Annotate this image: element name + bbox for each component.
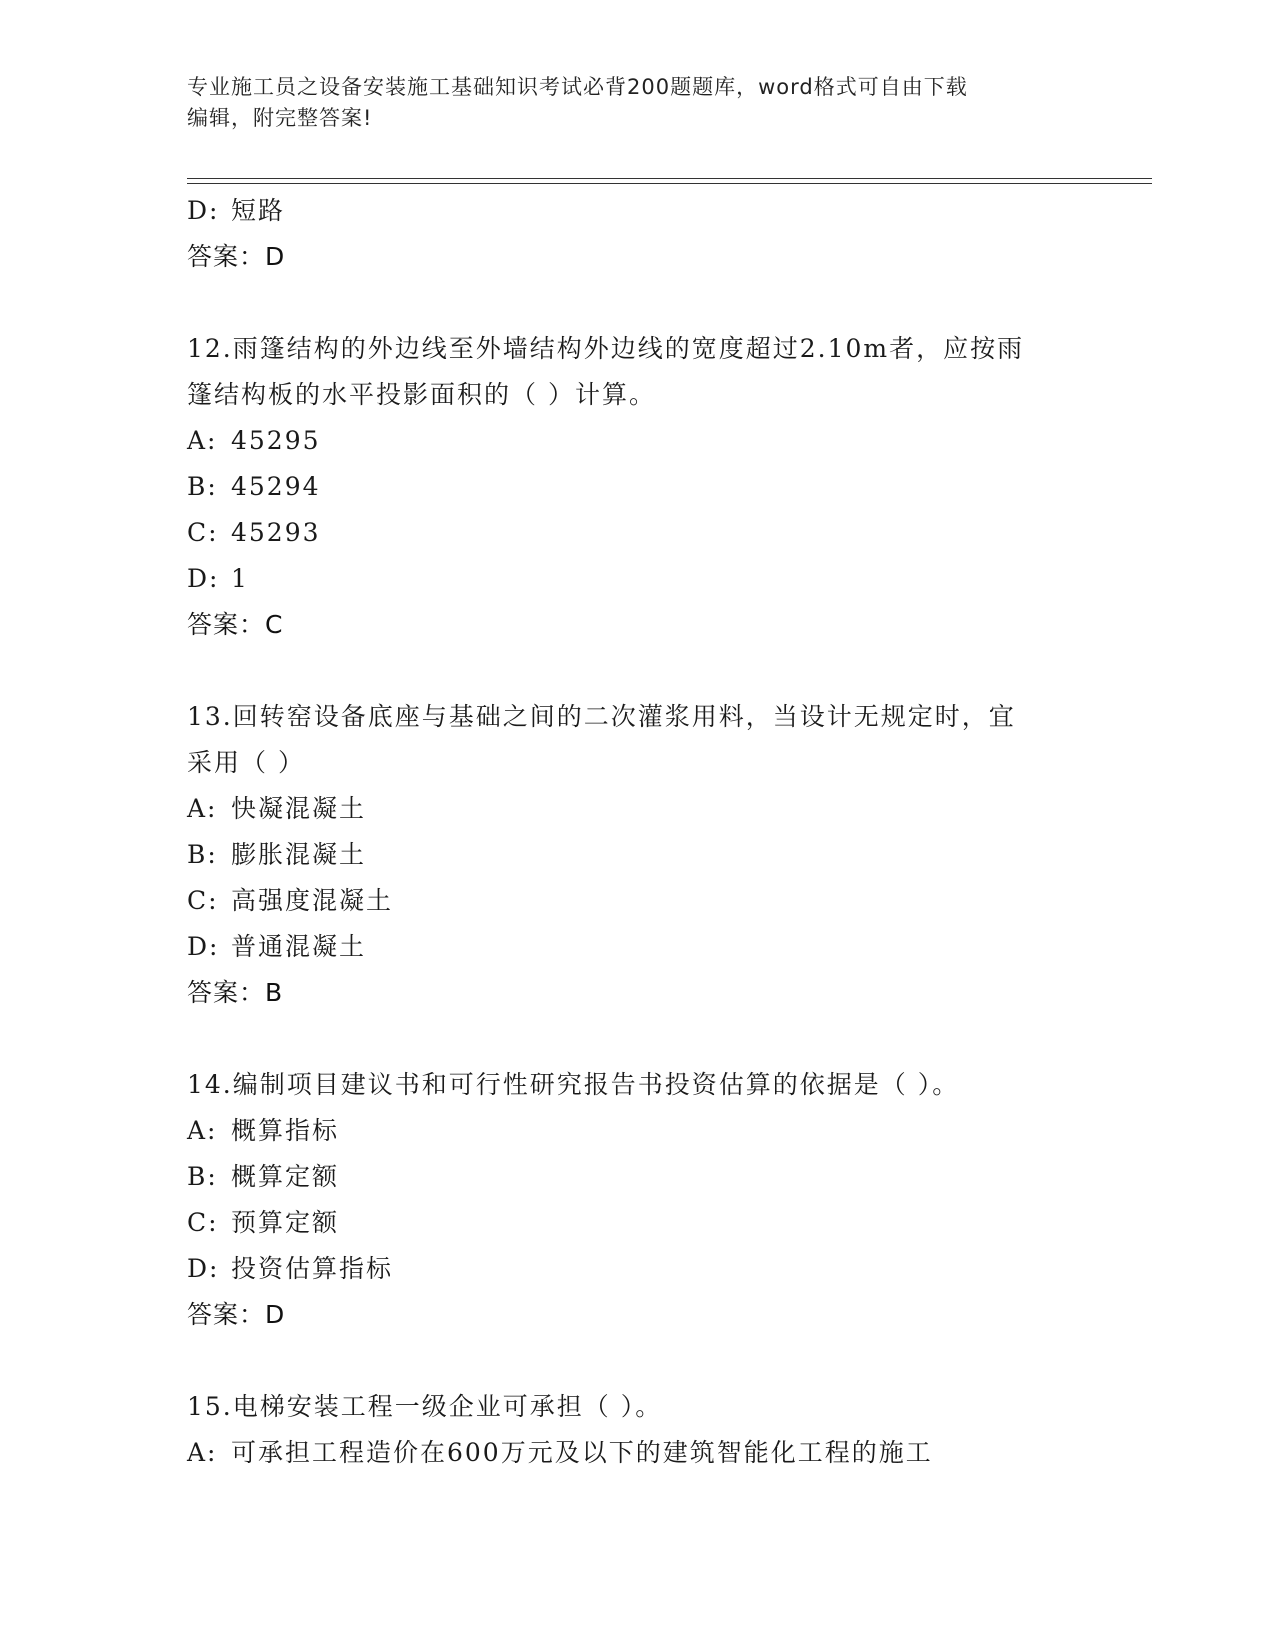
option-label: B: xyxy=(187,472,218,501)
header-line-1: 专业施工员之设备安装施工基础知识考试必背200题题库，word格式可自由下载 xyxy=(187,75,968,99)
option-text: 预算定额 xyxy=(231,1208,340,1237)
option-label: D: xyxy=(187,932,220,961)
q14-answer: 答案：D xyxy=(187,1300,286,1329)
option-label: C: xyxy=(187,518,219,547)
option-label: C: xyxy=(187,1208,219,1237)
option-label: A: xyxy=(187,1438,218,1467)
q14-text-line-1: 14.编制项目建议书和可行性研究报告书投资估算的依据是（ ）。 xyxy=(187,1070,960,1099)
q15-option-a xyxy=(187,1430,1087,1476)
prev-answer: 答案：D xyxy=(187,242,286,271)
option-text: 45294 xyxy=(231,472,321,501)
option-text: 概算指标 xyxy=(231,1116,340,1145)
q12-option-c xyxy=(187,510,1087,556)
option-text: 普通混凝土 xyxy=(231,932,367,961)
q12-text-line-2: 篷结构板的水平投影面积的（ ）计算。 xyxy=(187,380,656,409)
option-label: A: xyxy=(187,1116,218,1145)
q13-option-b xyxy=(187,832,1087,878)
q12-option-d xyxy=(187,556,1087,602)
option-text: 快凝混凝土 xyxy=(231,794,367,823)
option-label: A: xyxy=(187,794,218,823)
header-divider-top xyxy=(187,178,1152,179)
option-text: 概算定额 xyxy=(231,1162,340,1191)
q12-option-b xyxy=(187,464,1087,510)
header-divider-bottom xyxy=(187,183,1152,184)
q13-option-c xyxy=(187,878,1087,924)
q12-text-line-1: 12.雨篷结构的外边线至外墙结构外边线的宽度超过2.10m者，应按雨 xyxy=(187,334,1025,363)
q13-text-line-2: 采用（ ） xyxy=(187,748,305,777)
q14-option-a xyxy=(187,1108,1087,1154)
q12-option-a xyxy=(187,418,1087,464)
question-list xyxy=(187,188,1087,1476)
option-text: 短路 xyxy=(231,196,286,225)
q14-option-c xyxy=(187,1200,1087,1246)
option-text: 1 xyxy=(231,564,249,593)
option-text: 膨胀混凝土 xyxy=(231,840,367,869)
option-label: D: xyxy=(187,564,220,593)
q13-option-d xyxy=(187,924,1087,970)
option-text: 高强度混凝土 xyxy=(231,886,394,915)
q13-answer: 答案：B xyxy=(187,978,284,1007)
option-label: B: xyxy=(187,1162,218,1191)
q15-text-line-1: 15.电梯安装工程一级企业可承担（ ）。 xyxy=(187,1392,663,1421)
option-label: D: xyxy=(187,196,220,225)
option-label: B: xyxy=(187,840,218,869)
q13-text-line-1: 13.回转窑设备底座与基础之间的二次灌浆用料，当设计无规定时，宜 xyxy=(187,702,1016,731)
q13-option-a xyxy=(187,786,1087,832)
q14-option-d xyxy=(187,1246,1087,1292)
q14-option-b xyxy=(187,1154,1087,1200)
page-header xyxy=(187,72,1077,134)
option-text: 投资估算指标 xyxy=(231,1254,394,1283)
option-text: 45293 xyxy=(231,518,321,547)
option-label: A: xyxy=(187,426,218,455)
header-line-2: 编辑，附完整答案! xyxy=(187,106,373,130)
option-label: D: xyxy=(187,1254,220,1283)
option-label: C: xyxy=(187,886,219,915)
q12-answer: 答案：C xyxy=(187,610,284,639)
prev-option-d xyxy=(187,188,1087,234)
option-text: 45295 xyxy=(231,426,321,455)
option-text: 可承担工程造价在600万元及以下的建筑智能化工程的施工 xyxy=(231,1438,933,1467)
